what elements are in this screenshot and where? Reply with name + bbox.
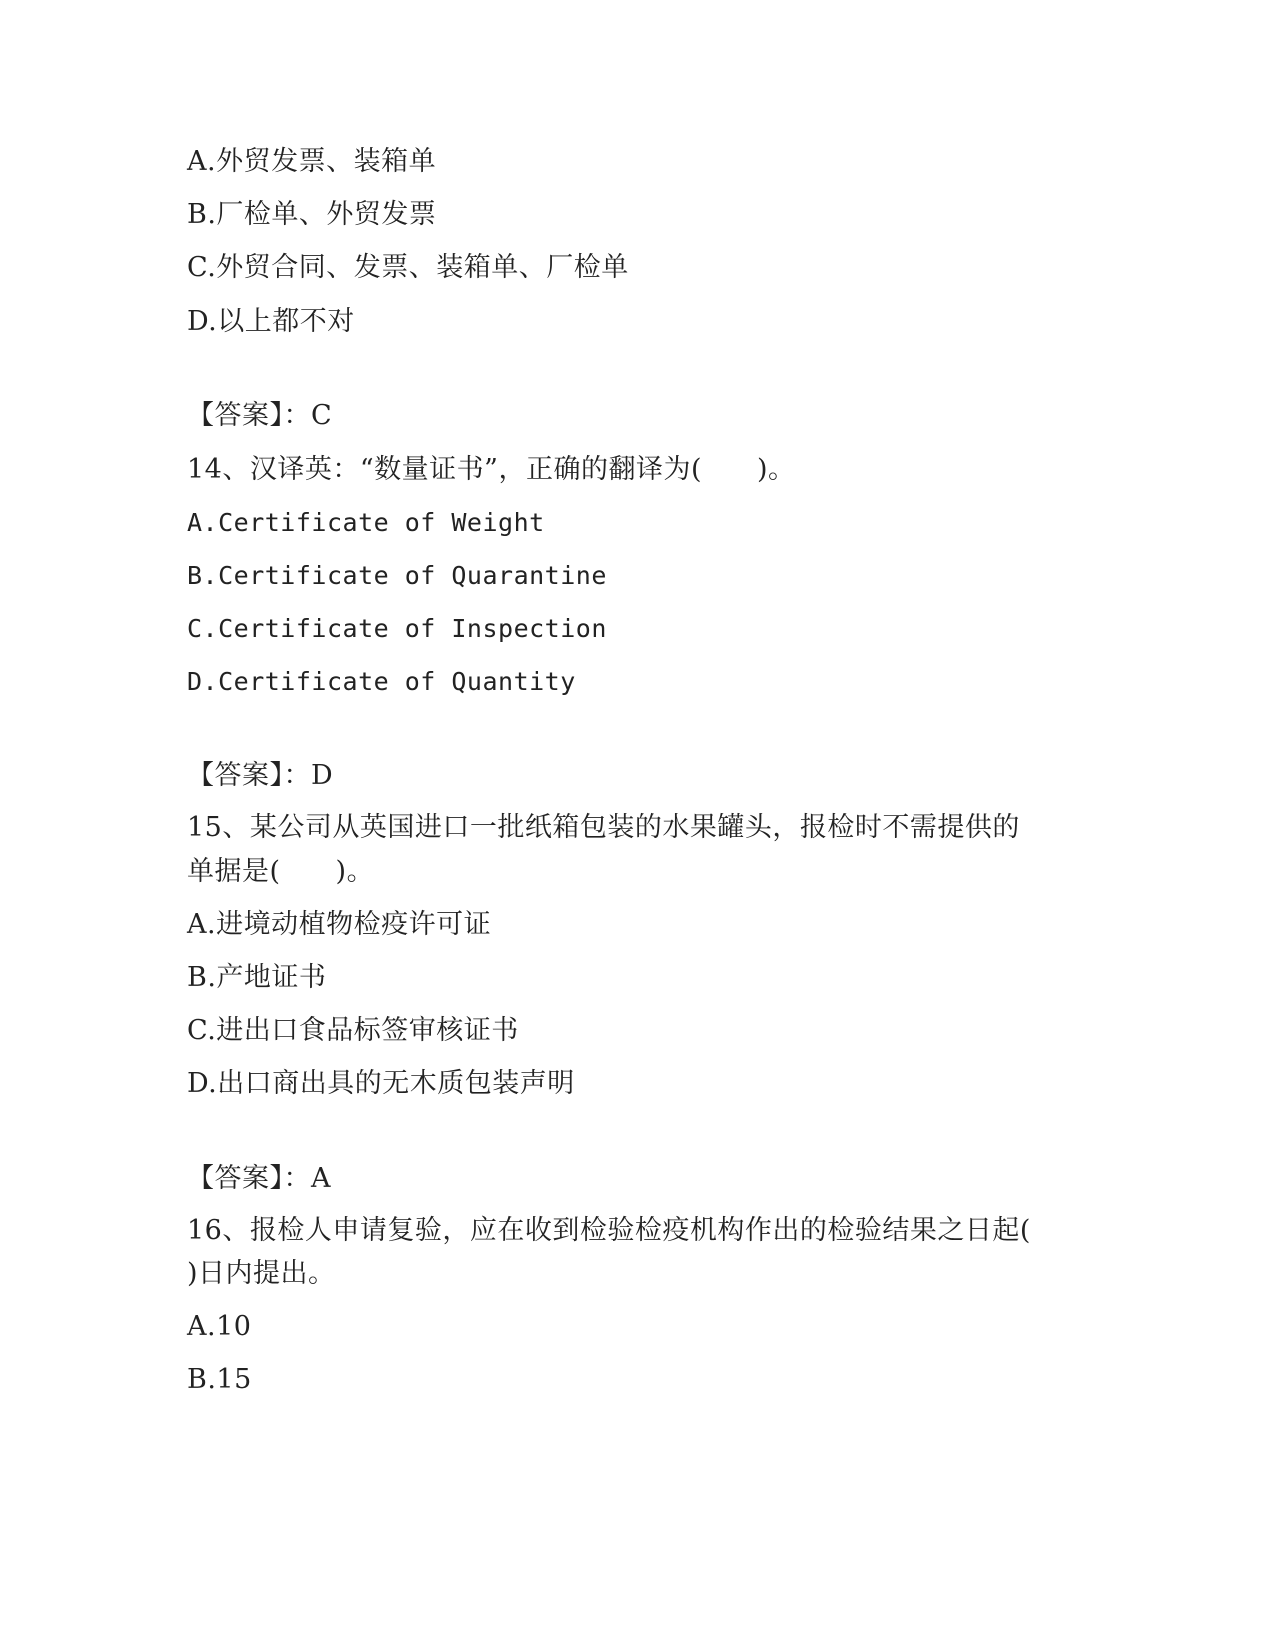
q13-answer: 【答案】：C: [187, 400, 333, 431]
q16-stem-line1: 16、报检人申请复验，应在收到检验检疫机构作出的检验结果之日起(: [187, 1215, 1031, 1246]
q14-option-c: C.Certificate of Inspection: [187, 614, 607, 643]
q15-answer: 【答案】：A: [187, 1163, 331, 1194]
q14-option-d: D.Certificate of Quantity: [187, 667, 576, 696]
q13-option-a: A.外贸发票、装箱单: [187, 146, 437, 177]
q16-option-b: B.15: [187, 1364, 252, 1395]
q16-option-a: A.10: [187, 1311, 252, 1342]
q13-option-c: C.外贸合同、发票、装箱单、厂检单: [187, 252, 629, 283]
q16-stem-line2: )日内提出。: [187, 1258, 336, 1289]
q13-option-d: D.以上都不对: [187, 306, 355, 337]
q14-answer: 【答案】：D: [187, 760, 334, 791]
q15-option-b: B.产地证书: [187, 962, 327, 993]
q14-option-b: B.Certificate of Quarantine: [187, 561, 607, 590]
q15-option-a: A.进境动植物检疫许可证: [187, 909, 492, 940]
q13-option-b: B.厂检单、外贸发票: [187, 199, 437, 230]
q15-option-d: D.出口商出具的无木质包装声明: [187, 1068, 575, 1099]
q15-option-c: C.进出口食品标签审核证书: [187, 1015, 519, 1046]
q15-stem-line2: 单据是( )。: [187, 856, 375, 887]
q15-stem-line1: 15、某公司从英国进口一批纸箱包装的水果罐头，报检时不需提供的: [187, 812, 1020, 843]
q14-option-a: A.Certificate of Weight: [187, 508, 545, 537]
q14-stem: 14、汉译英：“数量证书”，正确的翻译为( )。: [187, 454, 796, 485]
